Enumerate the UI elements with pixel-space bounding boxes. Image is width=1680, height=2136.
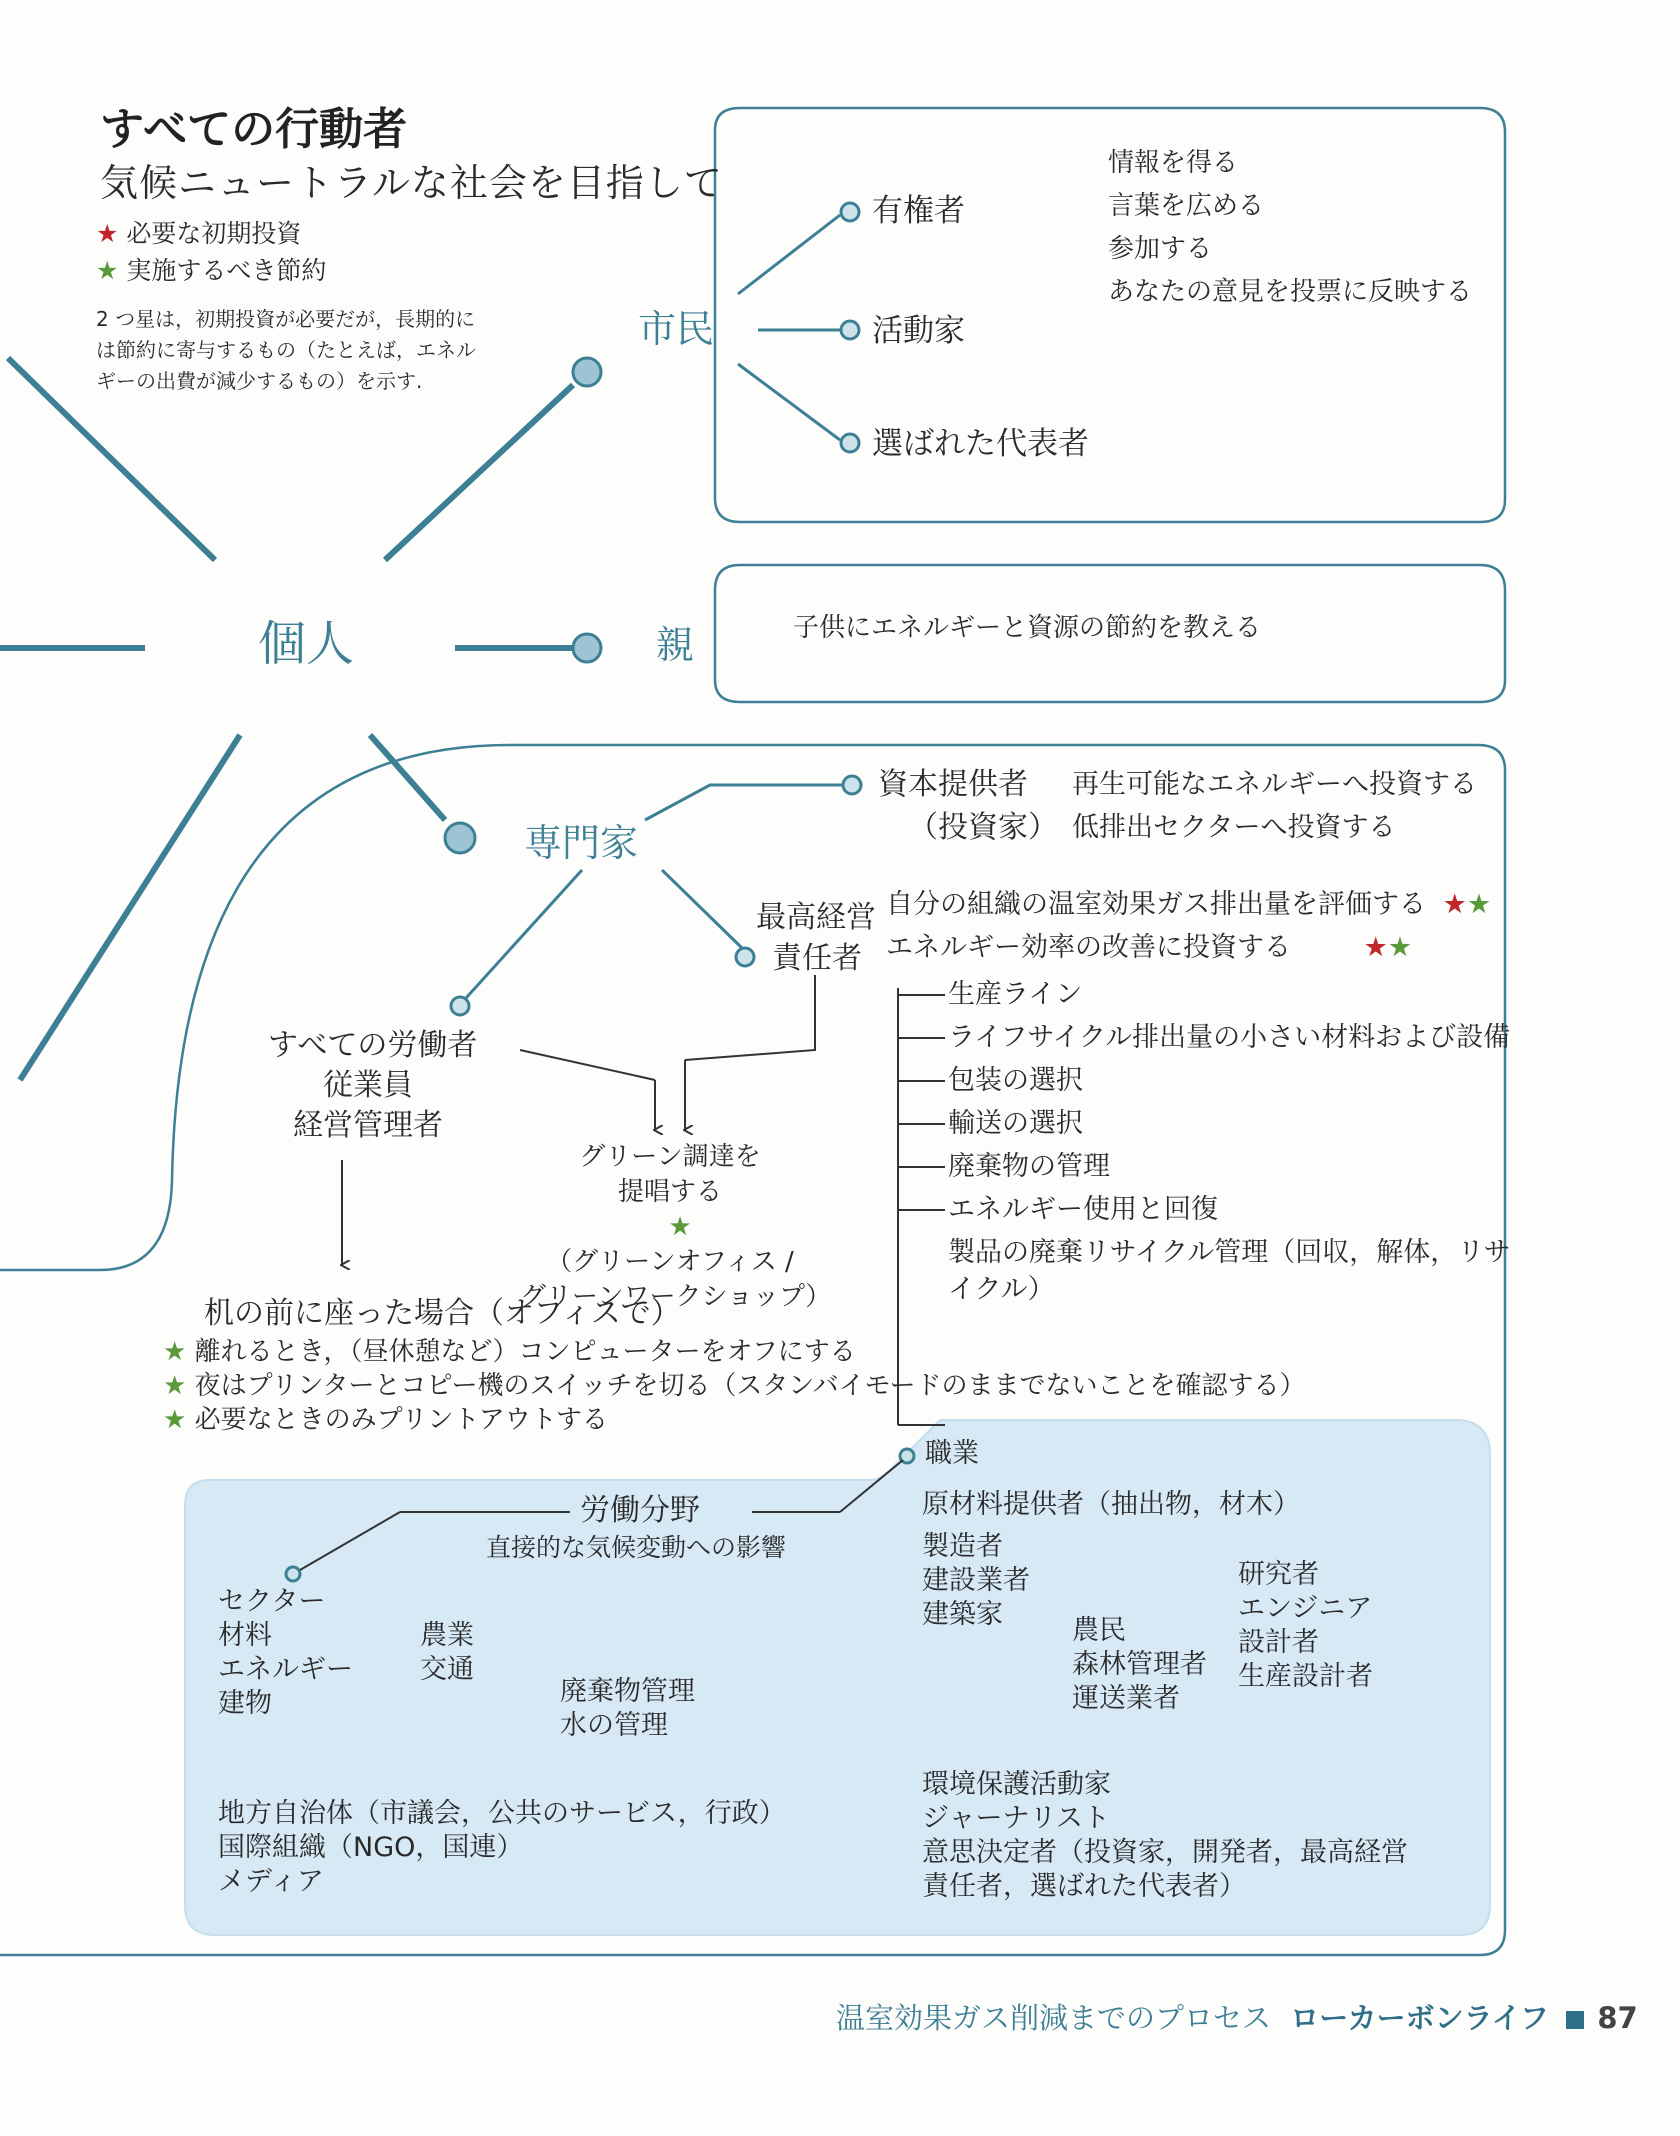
occupation-raw: 原材料提供者（抽出物，材木）: [922, 1489, 1300, 1520]
green-star-icon: ★: [163, 1337, 187, 1367]
ceo-line: 最高経営: [756, 900, 876, 935]
sector-col-2: [420, 1619, 474, 1687]
occupation-item: 運送業者: [1072, 1683, 1180, 1714]
organization-item: 地方自治体（市議会，公共のサービス，行政）: [218, 1798, 786, 1829]
sector-item: 交通: [420, 1654, 474, 1685]
ceo-label: [756, 897, 876, 979]
legend-red: [96, 218, 301, 249]
occupation-item: 環境保護活動家: [922, 1769, 1111, 1800]
occupation-item: 責任者，選ばれた代表者）: [922, 1871, 1246, 1902]
investor-action: 低排出セクターへ投資する: [1072, 812, 1396, 843]
occupation-item: 生産設計者: [1238, 1661, 1373, 1692]
organization-list: [218, 1797, 786, 1899]
office-item-text: 離れるとき，（昼休憩など）コンピューターをオフにする: [194, 1337, 856, 1367]
occupation-env: [922, 1768, 1408, 1904]
occupation-item: ジャーナリスト: [922, 1803, 1110, 1834]
workers-line: すべての労働者: [268, 1028, 478, 1063]
office-item-text: 夜はプリンターとコピー機のスイッチを切る（スタンバイモードのままでないことを確認する）: [194, 1371, 1306, 1401]
sector-item: 農業: [420, 1620, 474, 1651]
sector-item: 水の管理: [560, 1710, 668, 1741]
radial-lines: [0, 358, 573, 1080]
sector-item: 材料: [218, 1620, 272, 1651]
green-star-icon: ★: [163, 1405, 187, 1435]
investor-label: [878, 763, 1058, 849]
expert-label: 専門家: [524, 821, 639, 865]
green-line: [520, 1175, 820, 1245]
parent-action: 子供にエネルギーと資源の節約を教える: [793, 613, 1262, 643]
role-voter: 有権者: [872, 193, 965, 229]
citizen-branches: [738, 215, 840, 440]
ceo-subitem: 輸送の選択: [948, 1108, 1083, 1139]
ceo-subitem: ライフサイクル排出量の小さい材料および設備: [948, 1022, 1511, 1053]
ceo-subitem: 製品の廃棄リサイクル管理（回収，解体，リサ: [948, 1237, 1511, 1268]
green-line: （グリーンオフィス /: [546, 1247, 794, 1277]
office-item: [163, 1369, 1306, 1403]
office-item: [163, 1403, 1306, 1437]
green-line: グリーンワークショップ）: [520, 1282, 832, 1312]
labor-title: 労働分野: [580, 1493, 700, 1528]
legend-note-line: 2 つ星は，初期投資が必要だが，長期的に: [96, 307, 476, 331]
ceo-subitem: イクル）: [948, 1274, 1055, 1305]
investor-line: 資本提供者: [878, 767, 1028, 802]
occupation-label: 職業: [925, 1438, 979, 1469]
green-line: グリーン調達を: [579, 1142, 761, 1172]
footer: [836, 2000, 1638, 2036]
sector-item: 建物: [218, 1688, 272, 1719]
occupation-research: [1238, 1558, 1373, 1694]
office-item: [163, 1335, 1306, 1369]
green-line-text: 提唱する: [617, 1177, 722, 1207]
sector-item: セクター: [218, 1586, 326, 1617]
center-label: 個人: [258, 616, 355, 672]
occupation-item: 設計者: [1238, 1627, 1319, 1658]
office-heading: 机の前に座った場合（オフィスで）: [204, 1296, 681, 1331]
occupation-item: 建築家: [922, 1599, 1003, 1630]
office-items: [163, 1335, 1306, 1437]
workers-label: [268, 1026, 478, 1146]
page-number: 87: [1597, 2001, 1638, 2035]
citizen-action: 言葉を広める: [1108, 191, 1265, 221]
ceo-line: 責任者: [772, 941, 862, 976]
ceo-action-assess: [886, 888, 1491, 922]
sector-col-3: [560, 1675, 695, 1743]
workers-line: 経営管理者: [293, 1108, 443, 1143]
investor-line: （投資家）: [908, 810, 1058, 845]
legend-green-label: 実施するべき節約: [126, 256, 327, 285]
role-activist: 活動家: [872, 313, 965, 349]
ceo-subitems: [948, 973, 1511, 1306]
green-star-icon: ★: [1387, 932, 1413, 963]
organization-item: 国際組織（NGO，国連）: [218, 1832, 524, 1863]
ceo-action-text: エネルギー効率の改善に投資する: [886, 932, 1291, 963]
footer-process: 温室効果ガス削減までのプロセス: [836, 2001, 1272, 2035]
sector-item: 廃棄物管理: [560, 1676, 695, 1707]
page-title: すべての行動者: [100, 104, 408, 155]
legend-green: [96, 255, 326, 286]
green-star-icon: ★: [163, 1371, 187, 1401]
occupation-item: 製造者: [922, 1531, 1003, 1562]
labor-subtitle: 直接的な気候変動への影響: [486, 1533, 787, 1562]
legend-note-line: は節約に寄与するもの（たとえば，エネル: [96, 338, 476, 362]
green-star-icon: ★: [668, 1212, 692, 1242]
red-star-icon: ★: [1363, 932, 1388, 963]
citizen-actions: [1108, 142, 1472, 314]
citizen-action: あなたの意見を投票に反映する: [1108, 277, 1473, 307]
citizen-label: 市民: [638, 307, 715, 351]
sector-item: エネルギー: [218, 1654, 353, 1685]
office-item-text: 必要なときのみプリントアウトする: [194, 1405, 608, 1435]
workers-line: 従業員: [323, 1068, 413, 1103]
footer-book: ローカーボンライフ: [1290, 2001, 1549, 2035]
investor-actions: [1072, 763, 1477, 849]
green-star-icon: ★: [96, 256, 119, 285]
role-representative: 選ばれた代表者: [872, 426, 1089, 462]
occupation-farm: [1072, 1614, 1207, 1716]
green-star-icon: ★: [1466, 889, 1492, 920]
ceo-action-text: 自分の組織の温室効果ガス排出量を評価する: [886, 889, 1426, 920]
occupation-item: エンジニア: [1238, 1593, 1373, 1624]
red-star-icon: ★: [96, 219, 119, 248]
organization-item: メディア: [218, 1866, 324, 1897]
investor-action: 再生可能なエネルギーへ投資する: [1072, 769, 1477, 800]
legend-red-label: 必要な初期投資: [126, 219, 302, 248]
square-icon: [1566, 2011, 1584, 2029]
parent-label: 親: [656, 623, 695, 667]
citizen-action: 情報を得る: [1108, 148, 1239, 178]
ceo-subitem: 廃棄物の管理: [948, 1151, 1110, 1182]
occupation-item: 森林管理者: [1072, 1649, 1207, 1680]
legend-note-line: ギーの出費が減少するもの）を示す.: [96, 369, 423, 393]
ceo-subitem: 生産ライン: [948, 979, 1083, 1010]
occupation-item: 意思決定者（投資家，開発者，最高経営: [922, 1837, 1408, 1868]
page-subtitle: 気候ニュートラルな社会を目指して: [100, 161, 723, 205]
ceo-subitem: 包装の選択: [948, 1065, 1083, 1096]
occupation-item: 建設業者: [922, 1565, 1030, 1596]
occupation-item: 研究者: [1238, 1559, 1319, 1590]
citizen-action: 参加する: [1108, 234, 1213, 264]
ceo-subitem: エネルギー使用と回復: [948, 1194, 1218, 1225]
sector-col-1: [218, 1585, 353, 1721]
legend-note: [96, 304, 476, 397]
occupation-item: 農民: [1072, 1615, 1126, 1646]
ceo-action-invest: [886, 931, 1412, 965]
occupation-makers: [922, 1530, 1030, 1632]
red-star-icon: ★: [1442, 889, 1467, 920]
green-procurement: [520, 1140, 832, 1315]
